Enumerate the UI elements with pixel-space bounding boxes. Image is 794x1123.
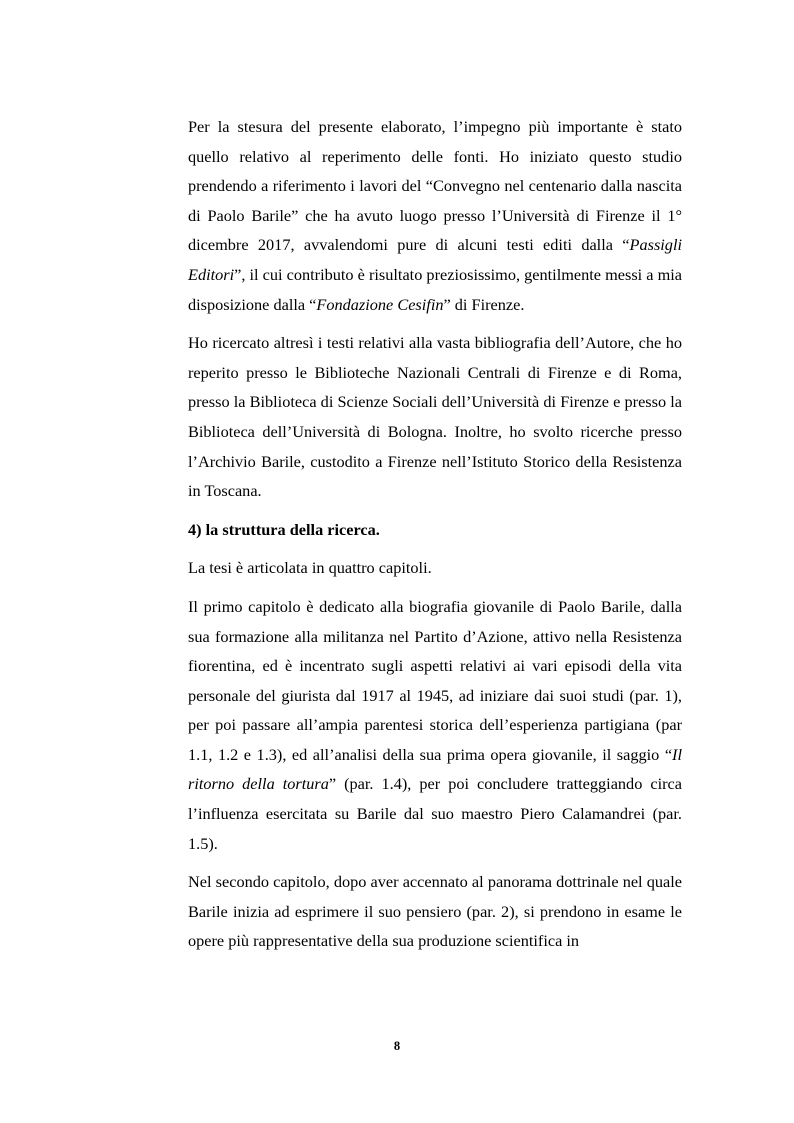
text-run: Nel secondo capitolo, dopo aver accennato al panorama dottrinale nel quale Barile inizia ad esprimere il suo pensiero (par. 2), si prendono in esame le opere più rappresentative della sua produzione scientifica in [188,872,682,951]
paragraph [188,553,682,583]
section-heading [188,515,682,545]
text-run: Il primo capitolo è dedicato alla biografia giovanile di Paolo Barile, dalla sua formazione alla militanza nel Partito d’Azione, attivo nella Resistenza fiorentina, ed è incentrato sugli aspetti relativi ai vari episodi della vita personale del giurista dal 1917 al 1945, ad iniziare dai suoi studi (par. 1), per poi passare all’ampia parentesi storica dell’esperienza partigiana (par 1.1, 1.2 e 1.3), ed all’analisi della sua prima opera giovanile, il saggio “ [188,596,682,764]
text-run: Ho ricercato altresì i testi relativi alla vasta bibliografia dell’Autore, che ho reperito presso le Biblioteche Nazionali Centrali di Firenze e di Roma, presso la Biblioteca di Scienze Sociali dell’Università di Firenze e presso la Biblioteca dell’Università di Bologna. Inoltre, ho svolto ricerche presso l’Archivio Barile, custodito a Firenze nell’Istituto Storico della Resistenza in Toscana. [188,333,682,501]
paragraph [188,592,682,858]
italic-title: Il ritorno della tortura [188,744,682,794]
text-run: ” di Firenze. [443,294,525,314]
text-run: 4) la struttura della ricerca. [188,519,380,539]
italic-title: Passigli Editori [188,235,682,284]
page-number: 8 [393,1039,401,1053]
paragraph [188,112,682,319]
text-run: La tesi è articolata in quattro capitoli. [188,558,432,578]
body-text [188,112,682,965]
text-run: ”, il cui contributo è risultato preziosissimo, gentilmente messi a mia disposizione dalla “ [188,264,682,314]
text-run: ” (par. 1.4), per poi concludere tratteggiando circa l’influenza esercitata su Barile dal suo maestro Piero Calamandrei (par. 1.5). [188,774,682,853]
italic-title: Fondazione Cesifin [316,294,444,314]
paragraph [188,867,682,956]
paragraph [188,328,682,506]
text-run: Per la stesura del presente elaborato, l’impegno più importante è stato quello relativo al reperimento delle fonti. Ho iniziato questo studio prendendo a riferimento i lavori del “Convegno nel centenario dalla nascita di Paolo Barile” che ha avuto luogo presso l’Università di Firenze il 1° dicembre 2017, avvalendomi pure di alcuni testi editi dalla “ [188,117,682,255]
